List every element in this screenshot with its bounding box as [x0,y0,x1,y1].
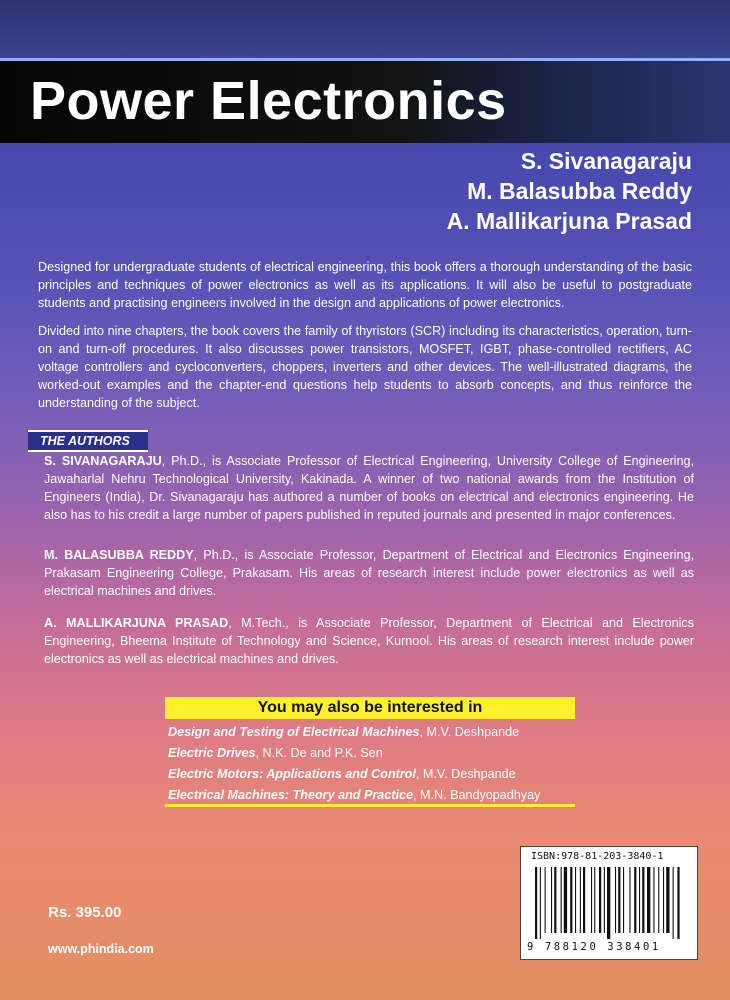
publisher-website: www.phindia.com [48,942,154,956]
bio-text: , M.Tech., is Associate Professor, Department of Electrical and Electronics Engineering, Bheema Institute of Technology and Science, Kurnool. His areas of research interest include power electronics as well as electrical machines and drives. [44,616,694,666]
barcode-bar [591,867,592,933]
author-name: A. Mallikarjuna Prasad [446,208,692,234]
barcode-bar [540,867,541,939]
related-book-authors: , M.V. Deshpande [415,767,516,781]
related-books-underline [165,804,575,807]
related-book-authors: , N.K. De and P.K. Sen [255,746,383,760]
author-bio [44,452,694,524]
barcode-bar [658,867,659,933]
top-strip [0,0,730,58]
barcode-bar [663,867,664,933]
author-name: S. Sivanagaraju [520,148,692,174]
description-paragraph: Designed for undergraduate students of electrical engineering, this book offers a thorough understanding of the basic principles and techniques of power electronics as well as its applications. It will also be useful to postgraduate students and practising engineers involved in the design and applications of power electronics. [38,260,692,310]
barcode-bar [653,867,654,933]
barcode-bar [629,867,630,933]
barcode [520,846,698,960]
barcode-bar [607,867,610,939]
related-books-heading [165,697,575,719]
book-title: Power Electronics [30,71,507,131]
barcode-bar [599,867,601,933]
barcode-bar [618,867,620,933]
author-name: M. Balasubba Reddy [467,178,692,204]
related-book-authors: , M.V. Deshpande [419,725,520,739]
barcode-bar [564,867,567,933]
barcode-bar [634,867,636,933]
author-names [447,146,692,236]
barcode-bar [583,867,585,933]
barcode-bar [561,867,562,933]
barcode-bar [604,867,605,933]
related-book-authors: , M.N. Bandyopadhyay [412,788,541,802]
related-book [168,722,588,743]
related-books-heading-label: You may also be interested in [257,699,483,716]
related-book-title: Design and Testing of Electrical Machines [168,725,420,739]
related-books-list [168,722,588,806]
author-bio [44,614,694,668]
price: Rs. 395.00 [48,904,122,921]
barcode-bar [551,867,552,933]
barcode-bar [677,867,679,939]
barcode-digits: 9 788120 338401 [527,941,661,953]
barcode-bar [615,867,616,933]
bio-name: M. BALASUBBA REDDY [44,548,194,562]
barcode-bar [535,867,537,939]
barcode-bar [623,867,624,933]
authors-heading [28,430,148,452]
author-bio [44,546,694,600]
barcode-bar [666,867,669,933]
related-book-title: Electric Drives [168,746,256,760]
barcode-bar [545,867,546,933]
barcode-bar [647,867,650,933]
bio-text: , Ph.D., is Associate Professor, Department of Electrical and Electronics Engineering, Prakasam Engineering College, Prakasam. His areas of research interest include power electronics as well as electrical machines and drives. [44,548,694,598]
barcode-bar [575,867,576,933]
related-book [168,743,588,764]
barcode-bars [535,867,687,939]
related-book [168,764,588,785]
description-paragraph: Divided into nine chapters, the book covers the family of thyristors (SCR) including its characteristics, operation, turn-on and turn-off procedures. It also discusses power transistors, MOSFET, IGBT, phase-controlled rectifiers, AC voltage controllers and cycloconverters, choppers, inverters and other devices. The well-illustrated diagrams, the worked-out examples and the chapter-end questions help students to absorb concepts, and thus reinforce the understanding of the subject. [38,324,692,410]
barcode-bar [580,867,581,933]
barcode-bar [554,867,556,933]
barcode-bar [594,867,595,933]
bio-name: A. MALLIKARJUNA PRASAD [44,616,229,630]
bio-name: S. SIVANAGARAJU [44,454,162,468]
barcode-bar [642,867,644,933]
authors-heading-label: THE AUTHORS [40,434,130,448]
related-book [168,785,588,806]
barcode-bar [570,867,572,933]
related-book-title: Electrical Machines: Theory and Practice [168,788,413,802]
related-book-title: Electric Motors: Applications and Control [168,767,416,781]
barcode-bar [639,867,640,933]
isbn-label: ISBN:978-81-203-3840-1 [531,851,664,862]
bio-text: , Ph.D., is Associate Professor of Electrical Engineering, University College of Engineering, Jawaharlal Nehru Technological University, Kakinada. A winner of two national awards from the Institution of Engineers (India), Dr. Sivanagaraju has authored a number of books on electrical and electronics engineering. He also has to his credit a large number of papers published in reputed journals and presented in major conferences. [44,454,694,522]
barcode-bar [673,867,674,939]
